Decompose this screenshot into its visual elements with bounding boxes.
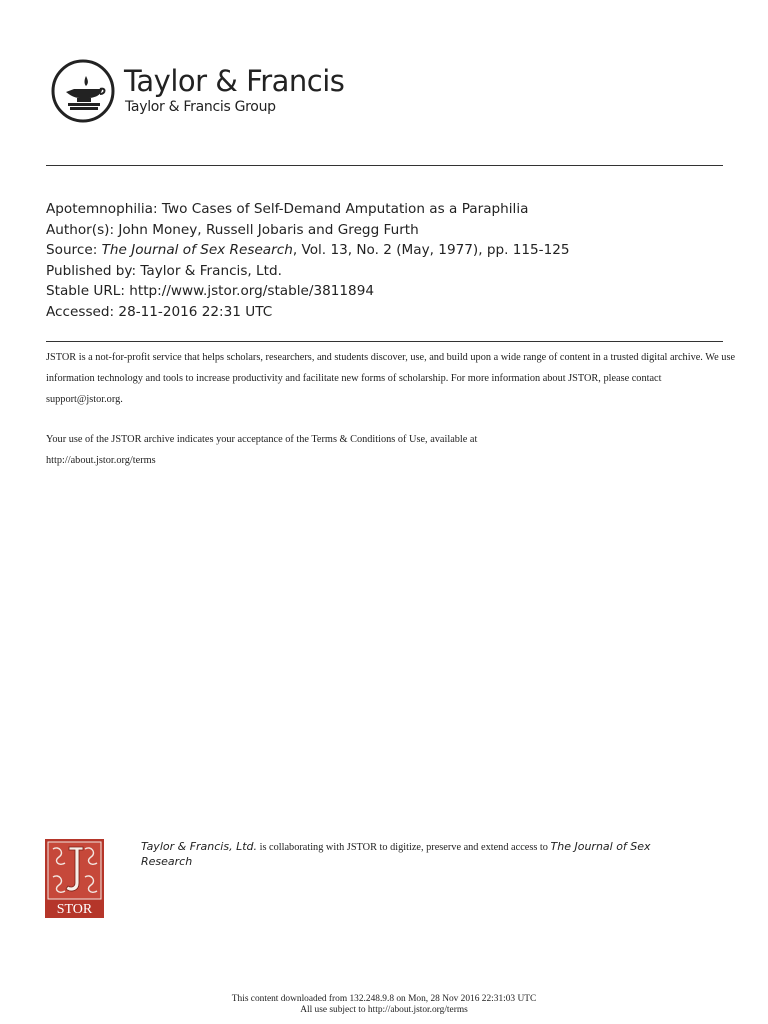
collab-middle: is collaborating with JSTOR to digitize, preserve and extend access to bbox=[257, 842, 551, 853]
source-label: Source: bbox=[46, 242, 102, 258]
accessed-date: Accessed: 28-11-2016 22:31 UTC bbox=[46, 303, 273, 320]
oil-lamp-icon bbox=[50, 58, 116, 124]
source-details: , Vol. 13, No. 2 (May, 1977), pp. 115-125 bbox=[292, 242, 570, 258]
collaboration-statement bbox=[141, 840, 701, 870]
article-authors: Author(s): John Money, Russell Jobaris and Gregg Furth bbox=[46, 221, 419, 238]
jstor-logo bbox=[45, 839, 104, 918]
jstor-notice: JSTOR is a not-for-profit service that helps scholars, researchers, and students discover, use, and build upon a wide range of content in a trusted digital archive. We use information technology and tools to increase productivity and facilitate new forms of scholarship. For more information about JSTOR, please contact support@jstor.org. bbox=[46, 352, 736, 405]
jstor-logo-text: STOR bbox=[56, 902, 93, 917]
article-source bbox=[46, 240, 736, 261]
download-footer bbox=[0, 994, 768, 1016]
footer-terms-line: All use subject to http://about.jstor.org/terms bbox=[300, 1005, 468, 1015]
source-journal: The Journal of Sex Research bbox=[101, 242, 293, 258]
stable-url[interactable]: Stable URL: http://www.jstor.org/stable/3811894 bbox=[46, 283, 374, 299]
collab-journal: The Journal of Sex Research bbox=[141, 840, 651, 868]
citation-block bbox=[46, 199, 736, 322]
divider-top bbox=[46, 165, 723, 166]
footer-download-line: This content downloaded from 132.248.9.8 on Mon, 28 Nov 2016 22:31:03 UTC bbox=[231, 994, 537, 1004]
terms-notice: Your use of the JSTOR archive indicates your acceptance of the Terms & Conditions of Use, available at http://about.jstor.org/terms bbox=[46, 434, 478, 466]
collab-publisher: Taylor & Francis, Ltd. bbox=[141, 840, 258, 853]
publisher-logo-subtitle: Taylor & Francis Group bbox=[125, 99, 276, 115]
article-publisher: Published by: Taylor & Francis, Ltd. bbox=[46, 262, 282, 279]
article-title: Apotemnophilia: Two Cases of Self-Demand Amputation as a Paraphilia bbox=[46, 201, 529, 217]
publisher-logo bbox=[50, 58, 350, 124]
divider-middle bbox=[46, 341, 723, 342]
publisher-logo-title: Taylor & Francis bbox=[124, 64, 345, 98]
